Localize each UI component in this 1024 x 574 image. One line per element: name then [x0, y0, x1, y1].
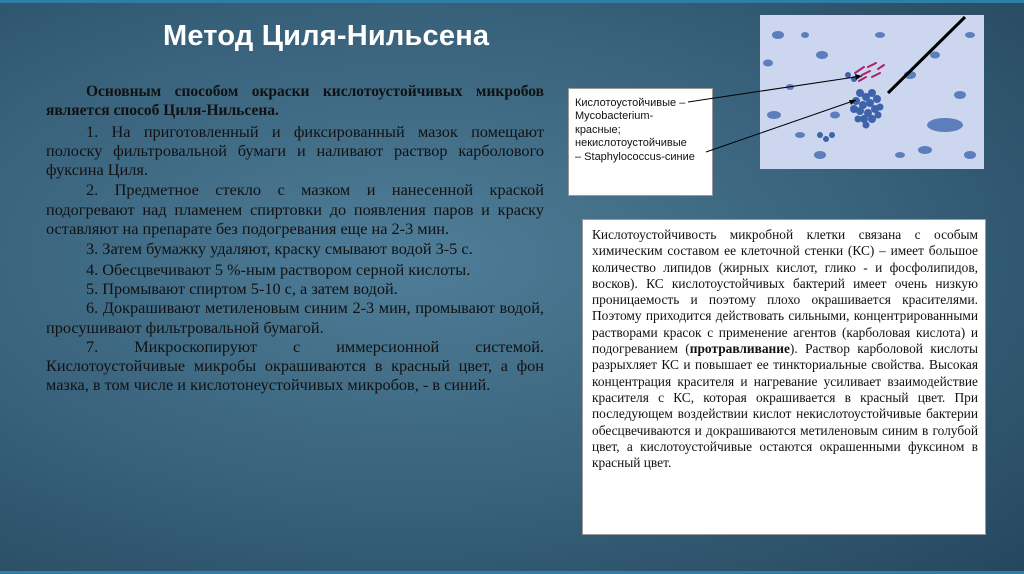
intro-paragraph: Основным способом окраски кислотоустойчивых микробов является способ Циля-Нильсена. — [46, 83, 544, 120]
step-3: 3. Затем бумажку удаляют, краску смывают водой 3-5 с. — [86, 239, 473, 259]
caption-line: – Staphylococcus-синие — [575, 150, 695, 163]
method-description — [46, 82, 544, 395]
caption-line: Mycobacterium- — [575, 110, 654, 123]
explanation-bold-term: протравливание — [689, 341, 790, 357]
slide-title: Метод Циля-Нильсена — [163, 20, 490, 52]
explanation-text-before: Кислотоустойчивость микробной клетки связана с особым химическим составом ее клеточной стенки (КС) – имеет большое количество липидов (жирных кислот, глико - и фосфолипидов, восков). КС кислотоустойчивых бактерий имеет очень низкую проницаемость и поэтому плохо окрашивается красителями. Поэтому приходится действовать сильными, концентрированными растворами красок с применение агентов (карболовая кислота) и подогреванием ( — [592, 227, 978, 357]
micrograph-caption — [568, 88, 713, 196]
step-4: 4. Обесцвечивают 5 %-ным раствором серной кислоты. — [86, 259, 471, 279]
micrograph-image — [760, 15, 984, 169]
step-2: 2. Предметное стекло с мазком и нанесенной краской подогревают над пламенем спиртовки до появления паров и краску оставляют на препарате без подогревания еще на 2-3 мин. — [46, 180, 544, 239]
caption-line: некислотоустойчивые — [575, 137, 687, 150]
caption-line: Кислотоустойчивые – — [575, 97, 686, 109]
top-accent-bar — [0, 0, 1024, 3]
step-5: 5. Промывают спиртом 5-10 с, а затем водой. — [86, 278, 398, 298]
step-6: 6. Докрашивают метиленовым синим 2-3 мин, промывают водой, просушивают фильтровальной бумагой. — [46, 298, 544, 337]
explanation-box — [582, 219, 986, 535]
step-1: 1. На приготовленный и фиксированный мазок помещают полоску фильтровальной бумаги и наливают раствор карболового фуксина Циля. — [46, 121, 544, 180]
step-7: 7. Микроскопируют с иммерсионной системой. Кислотоустойчивые микробы окрашиваются в красный цвет, а фон мазка, в том числе и кислотонеустойчивых микробов, - в синий. — [46, 336, 544, 395]
explanation-text-after: ). Раствор карболовой кислоты разрыхляет КС и повышает ее тинкториальные свойства. Высокая концентрация красителя и нагревание усиливает взаимодействие красителя с КС, которая окрашивается в красный цвет. При последующем воздействии кислот некислотоустойчивые бактерии обесцвечиваются и докрашиваются метиленовым синим в голубой цвет, а кислотоустойчивые остаются окрашенными фуксином в красный цвет. — [592, 341, 978, 471]
caption-line: красные; — [575, 123, 621, 136]
